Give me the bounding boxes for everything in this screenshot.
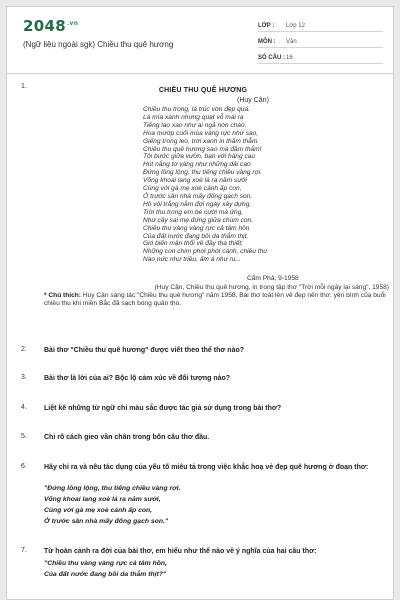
poem-line: Võng khoai lang xoè lá ra năm sưởi (143, 177, 247, 185)
poem-date: Cẩm Phả, 9-1958 (247, 275, 299, 282)
question-text: Từ hoàn cảnh ra đời của bài thơ, em hiểu như thế nào về ý nghĩa của hai câu thơ: (44, 548, 317, 555)
meta-label: MÔN : (258, 39, 276, 45)
meta-value: Lớp 12 (286, 23, 305, 29)
question-number: 2. (21, 346, 27, 353)
question-number: 4. (21, 404, 27, 411)
poem-line: Nào nức như triều, ấm á như ru... (143, 256, 241, 264)
poem-source: (Huy Cận, Chiều thu quê hương, in trong tập thơ "Trời mỗi ngày lại sáng", 1958) (154, 284, 389, 291)
note-text: Huy Cận sáng tác "Chiều thu quê hương" năm 1958. Bài thơ toát lên vẻ đẹp nên thơ, yên bình của buổi chiều thu khi miền Bắc đã sạch bóng quân thù. (44, 292, 386, 307)
worksheet-page (6, 6, 394, 600)
quote-line: Của đất nước đang bồi da thắm thịt?" (44, 571, 167, 578)
quote-line: Ở trước sân nhà mấy đống gạch son." (44, 518, 169, 525)
poem-line: Giếng trong leo, trời xanh in thăm thẳm. (143, 137, 260, 145)
poem-line: Hồ vôi trắng nằm đợi ngày xây dựng. (143, 200, 252, 208)
quote-line: Võng khoai lang xoè lá ra năm sưởi, (44, 496, 161, 503)
question-quote (44, 558, 167, 580)
poem-line: Của đất nước đang bồi da thắm thịt. (143, 232, 249, 240)
poem-line: Hút nắng tơ vàng như những dải cao (143, 161, 251, 169)
poem-line: Tiếng lao xao như ai ngả nón chào. (143, 121, 247, 129)
poem-line: Lá mía xanh nhưng quạt vỗ mái rạ (143, 113, 244, 121)
question-text: Bài thơ "Chiều thu quê hương" được viết theo thể thơ nào? (44, 347, 245, 354)
poem-line: Hoa mướp cuối mùa vàng rực như sao, (143, 129, 259, 137)
poem-line: Chiều thu vàng vàng rực cả tâm hồn (143, 224, 250, 232)
logo-tld: .vn (66, 20, 79, 27)
poem-body (143, 106, 267, 264)
document-meta (258, 19, 383, 67)
poem-note (44, 292, 389, 308)
question-text: Bài thơ là lời của ai? Bộc lộ cảm xúc về đối tượng nào? (44, 375, 231, 382)
meta-label: LỚP : (258, 23, 275, 29)
header-divider (7, 73, 393, 74)
poem-line: Chiều thu quê hương sao mà đằm thắm! (143, 145, 262, 153)
meta-row-count (258, 51, 383, 64)
poem-line: Chiều thu trong, lá trúc vờn đẹp quá. (143, 106, 250, 113)
poem-line: Cùng với gà mẹ xoè cánh ấp con, (143, 185, 242, 193)
question-text: Liệt kê những từ ngữ chỉ màu sắc được tác giả sử dụng trong bài thơ? (44, 405, 282, 412)
question-quote (44, 483, 181, 527)
quote-line: "Đứng lồng lộng, thu tiếng chiều vàng rợi. (44, 485, 181, 492)
poem-line: Đứng lồng lộng, thu tiếng chiều vàng rợi. (143, 169, 262, 177)
question-number: 3. (21, 374, 27, 381)
quote-line: "Chiều thu vàng vàng rực cả tâm hồn, (44, 560, 167, 567)
meta-value: 16 (286, 55, 293, 61)
question-number: 5. (21, 433, 27, 440)
meta-row-class (258, 19, 383, 32)
note-label: * Chú thích: (44, 292, 81, 299)
poem-author: (Huy Cận) (237, 97, 269, 104)
poem-title: CHIỀU THU QUÊ HƯƠNG (158, 87, 248, 94)
meta-value: Văn (286, 39, 297, 45)
poem-line: Trời thu trong em bé cười mà ửng, (143, 208, 244, 216)
question-text: Hãy chỉ ra và nêu tác dụng của yếu tố miêu tả trong việc khắc hoạ vẻ đẹp quê hương ở đoạn thơ: (44, 464, 369, 471)
poem-line: Ở trước sân nhà mấy đống gạch son, (143, 192, 253, 200)
poem-line: Tôi bước giữa vườn, bạn với hàng cau (143, 153, 256, 161)
document-title: (Ngữ liệu ngoài sgk) Chiều thu quê hương (23, 40, 174, 49)
poem-line: Những con chim phơi phới cánh, chiều thu (143, 248, 267, 256)
poem-line: Gió biến mận thổi về đầy tha thiết; (143, 240, 244, 248)
logo-text: 2048 (23, 17, 66, 35)
question-text: Chỉ rõ cách gieo vần chân trong bốn câu thơ đầu. (44, 434, 210, 441)
site-logo[interactable] (23, 17, 78, 35)
poem-line: Như cây sai mẹ đứng giữa chùm con. (143, 216, 254, 224)
page-header (7, 7, 393, 71)
meta-row-subject (258, 35, 383, 48)
question-number: 1. (21, 83, 27, 90)
quote-line: Cùng với gà mẹ xoè cánh ấp con, (44, 507, 153, 514)
question-number: 6. (21, 463, 27, 470)
meta-label: SỐ CÂU : (258, 55, 285, 61)
question-number: 7. (21, 547, 27, 554)
